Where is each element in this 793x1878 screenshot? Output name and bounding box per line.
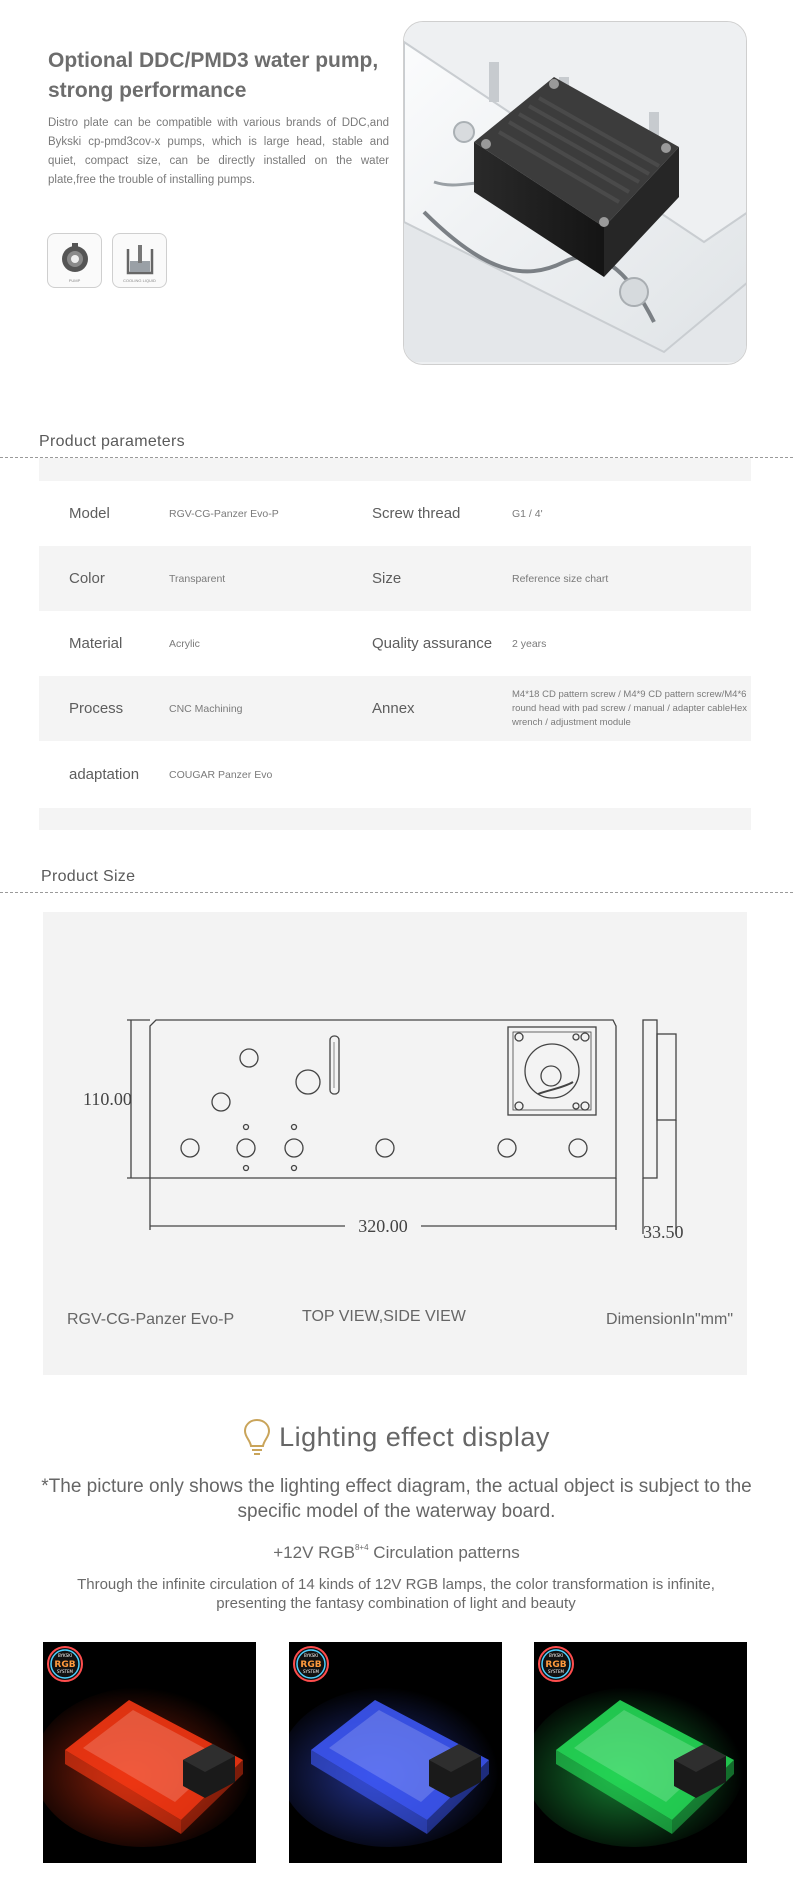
pump-section <box>0 0 793 380</box>
param-key: Size <box>372 570 402 587</box>
cooling-liquid-icon <box>112 233 167 288</box>
table-row-color <box>39 546 751 611</box>
height-dimension-label: 110.00 <box>83 1089 132 1109</box>
param-value: Acrylic <box>169 637 200 650</box>
badge-rgb: RGB <box>545 1660 567 1670</box>
circulation-superscript: 8+4 <box>354 1543 369 1552</box>
table-top-band <box>39 458 751 481</box>
lighting-note: *The picture only shows the lighting effect diagram, the actual object is subject to the specific model of the waterway board. <box>41 1476 752 1522</box>
lightbulb-icon <box>243 1418 271 1456</box>
pump-photo <box>403 21 747 365</box>
param-value: COUGAR Panzer Evo <box>169 768 273 781</box>
param-key: Screw thread <box>372 505 461 522</box>
param-value: 2 years <box>512 637 547 650</box>
pump-title: Optional DDC/PMD3 water pump, strong performance <box>48 49 379 102</box>
lighting-gallery <box>43 1642 747 1863</box>
table-row-model <box>39 481 751 546</box>
depth-dimension-label: 33.50 <box>643 1222 684 1242</box>
param-value: RGV-CG-Panzer Evo-P <box>169 507 279 520</box>
rgb-photo-green <box>534 1642 747 1863</box>
param-key: Model <box>69 505 110 522</box>
table-row-adaptation <box>39 741 751 808</box>
param-value: Reference size chart <box>512 572 609 585</box>
circulation-prefix: +12V RGB <box>273 1543 355 1562</box>
badge-brand: BYKSKI <box>549 1653 563 1658</box>
lighting-header <box>0 1418 793 1456</box>
param-value-annex: M4*18 CD pattern screw / M4*9 CD pattern screw/M4*6 round head with pad screw / manual / adapter cableHex wrench / adjustment module <box>512 688 747 728</box>
parameters-table <box>39 458 751 830</box>
table-row-material <box>39 611 751 676</box>
param-key: Color <box>69 570 105 587</box>
dimension-drawing <box>43 912 747 1292</box>
table-row-process <box>39 676 751 741</box>
size-unit-label: DimensionIn"mm" <box>606 1311 733 1328</box>
badge-rgb: RGB <box>54 1660 76 1670</box>
badge-system: SYSTEM <box>303 1669 319 1674</box>
circulation-suffix: Circulation patterns <box>368 1543 520 1562</box>
parameters-heading: Product parameters <box>39 433 185 450</box>
rgb-system-badge <box>294 1647 328 1681</box>
table-bottom-band <box>39 808 751 830</box>
rgb-system-badge <box>48 1647 82 1681</box>
size-model-label: RGV-CG-Panzer Evo-P <box>67 1311 235 1328</box>
param-key: Annex <box>372 700 415 717</box>
badge-system: SYSTEM <box>548 1669 564 1674</box>
rgb-system-badge <box>539 1647 573 1681</box>
rgb-photo-red <box>43 1642 256 1863</box>
badge-brand: BYKSKI <box>304 1653 318 1658</box>
badge-brand: BYKSKI <box>58 1653 72 1658</box>
pump-description: Distro plate can be compatible with various brands of DDC,and Bykski cp-pmd3cov-x pumps, which is large head, stable and quiet, compact size, can be directly installed on the water plate,free the trouble of installing pumps. <box>48 117 389 186</box>
size-view-label: TOP VIEW,SIDE VIEW <box>302 1308 466 1325</box>
badge-rgb: RGB <box>300 1660 322 1670</box>
cooling-liquid-caption: COOLING LIQUID <box>123 278 156 283</box>
pump-icon <box>47 233 102 288</box>
circulation-description: Through the infinite circulation of 14 kinds of 12V RGB lamps, the color transformation is infinite, presenting the fantasy combination of light and beauty <box>77 1576 715 1612</box>
size-heading: Product Size <box>41 868 136 885</box>
badge-system: SYSTEM <box>57 1669 73 1674</box>
lighting-title: Lighting effect display <box>279 1421 550 1452</box>
param-key: Quality assurance <box>372 635 493 652</box>
param-value: G1 / 4' <box>512 507 543 520</box>
param-value: CNC Machining <box>169 702 243 715</box>
pump-icon-caption: PUMP <box>68 278 81 283</box>
param-key: adaptation <box>69 766 140 783</box>
circulation-title <box>0 1543 793 1563</box>
param-key: Material <box>69 635 123 652</box>
length-dimension-label: 320.00 <box>358 1216 408 1236</box>
param-value: Transparent <box>169 572 226 585</box>
size-drawing <box>43 912 747 1375</box>
param-key: Process <box>69 700 124 717</box>
rgb-photo-blue <box>289 1642 502 1863</box>
pump-icon-row <box>47 233 167 288</box>
size-divider <box>0 892 793 893</box>
